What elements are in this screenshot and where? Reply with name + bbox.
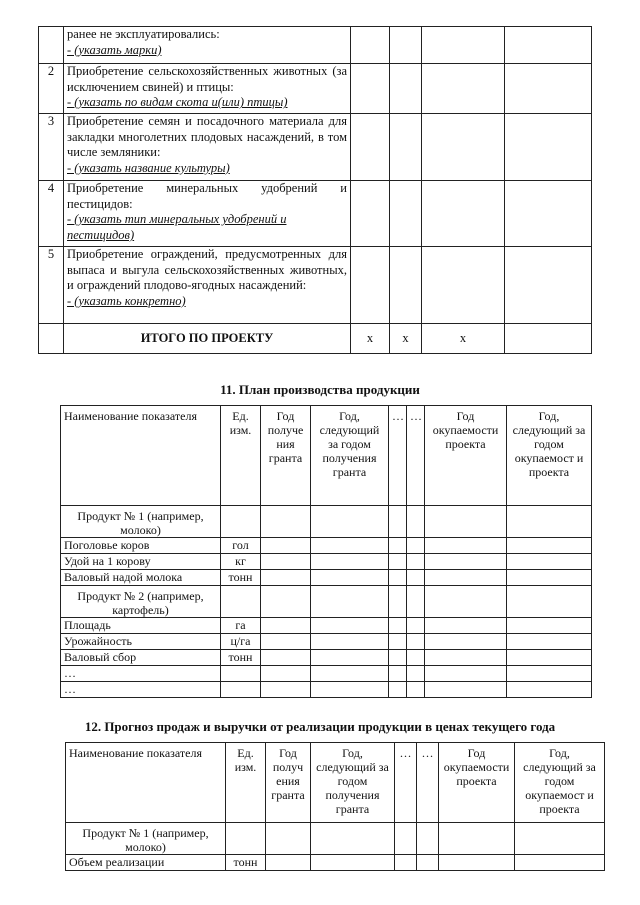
production-plan-table [60,405,592,698]
item-hint: - (указать по видам скота и(или) птицы) [67,95,288,110]
indicator-name: Валовый сбор [61,650,221,666]
table-row [66,855,605,871]
unit-cell [221,682,261,698]
column-header: Год, следующий за годом получения гранта [311,406,389,506]
column-header: Год получ ения гранта [266,743,311,823]
row-number: 3 [39,114,64,181]
column-header: Наименование показателя [61,406,221,506]
row-number [39,27,64,64]
table-row [61,570,592,586]
column-header: Год получе ния гранта [261,406,311,506]
column-header: Год окупаемости проекта [425,406,507,506]
table-row [61,618,592,634]
indicator-name: Урожайность [61,634,221,650]
table-row [39,27,592,64]
row-number: 2 [39,64,64,114]
table-row [66,823,605,855]
table-row [61,666,592,682]
indicator-name: Валовый надой молока [61,570,221,586]
unit-cell: гол [221,538,261,554]
item-hint: - (указать название культуры) [67,160,230,175]
investment-items-table [38,26,592,354]
product-name: Продукт № 1 (например, молоко) [66,823,226,855]
section-11-title: 11. План производства продукции [220,382,420,397]
indicator-name: Площадь [61,618,221,634]
unit-cell: тонн [221,650,261,666]
column-header: Год, следующий за годом окупаемост и проекта [507,406,592,506]
unit-cell [226,823,266,855]
indicator-name: Поголовье коров [61,538,221,554]
table-row [61,554,592,570]
table-row [61,682,592,698]
table-row [61,586,592,618]
item-hint: - (указать марки) [67,42,162,57]
column-header: … [407,406,425,506]
unit-cell: тонн [226,855,266,871]
table-header-row [66,743,605,823]
unit-cell [221,506,261,538]
unit-cell: тонн [221,570,261,586]
column-header: Год, следующий за годом окупаемост и проекта [515,743,605,823]
column-header: … [389,406,407,506]
unit-cell: ц/га [221,634,261,650]
total-row [39,324,592,354]
table-row [61,538,592,554]
table-header-row [61,406,592,506]
table-row [39,64,592,114]
row-number: 4 [39,181,64,247]
unit-cell: га [221,618,261,634]
total-mark: x [351,324,390,354]
product-name: Продукт № 1 (например, молоко) [61,506,221,538]
total-mark: x [390,324,422,354]
item-description: ранее не эксплуатировались: - (указать марки) [64,27,351,64]
column-header: … [395,743,417,823]
unit-cell [221,586,261,618]
unit-cell: кг [221,554,261,570]
column-header: Ед. изм. [226,743,266,823]
indicator-name: Объем реализации [66,855,226,871]
column-header: … [417,743,439,823]
table-row [61,506,592,538]
section-12-title: 12. Прогноз продаж и выручки от реализации продукции в ценах текущего года [84,719,556,734]
item-description: Приобретение минеральных удобрений и пестицидов: - (указать тип минеральных удобрений и пестицидов) [64,181,351,247]
product-name: Продукт № 2 (например, картофель) [61,586,221,618]
table-row [39,114,592,181]
table-row [39,181,592,247]
table-row [39,247,592,324]
indicator-name: … [61,682,221,698]
indicator-name: Удой на 1 корову [61,554,221,570]
table-row [61,634,592,650]
column-header: Ед. изм. [221,406,261,506]
unit-cell [221,666,261,682]
total-mark: x [422,324,505,354]
item-description: Приобретение ограждений, предусмотренных для выпаса и выгула сельскохозяйственных животных, и ограждений плодово-ягодных насаждений: - (указать конкретно) [64,247,351,324]
column-header: Наименование показателя [66,743,226,823]
indicator-name: … [61,666,221,682]
item-description: Приобретение сельскохозяйственных животных (за исключением свиней) и птицы: - (указать по видам скота и(или) птицы) [64,64,351,114]
item-hint: - (указать конкретно) [67,293,186,308]
table-row [61,650,592,666]
item-description: Приобретение семян и посадочного материала для закладки многолетних плодовых насаждений, в том числе земляники: - (указать название культуры) [64,114,351,181]
column-header: Год окупаемости проекта [439,743,515,823]
column-header: Год, следующий за годом получения гранта [311,743,395,823]
item-hint: - (указать тип минеральных удобрений и пестицидов) [67,212,287,242]
sales-forecast-table [65,742,605,871]
total-label: ИТОГО ПО ПРОЕКТУ [64,324,351,354]
row-number: 5 [39,247,64,324]
